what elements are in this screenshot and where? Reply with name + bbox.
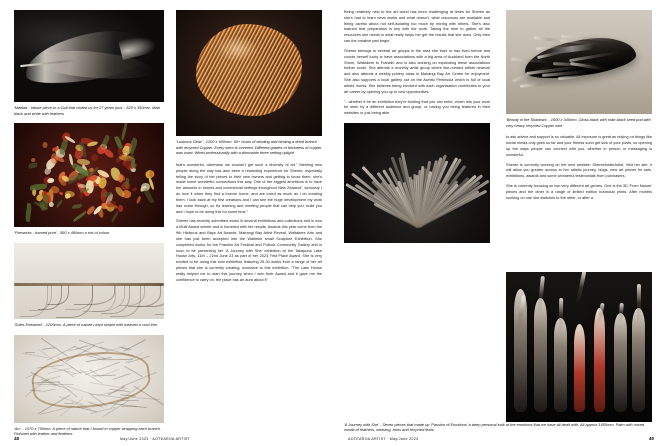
page-number-left: 48 [14,436,20,441]
pressed-petal [30,157,35,162]
right-body-text-bottom [506,135,652,201]
pressed-leaf [111,211,120,223]
sculpture-piece [614,313,627,412]
body-paragraph: Sheree has recently submitted works in several exhibitions and collections and is now a Multi Award winner and is humbled with her results. Awards this year come from the 9th Hibiscus and Bays Art Awards, Mairangi Bay Artist Reveal, Waitakere Arts and she has just been accepted into the Waiheke small Sculpture Exhibition. She completed works for the Franklin Art Festival and Pollock Community Gallery and is soon to be presenting her 'A Journey with She' exhibition at the Takapuna Lake House Arts, 11th – 22nd June 23 as part of her 2023 First Place Award. She is very excited to be doing this solo exhibition featuring 25-30 works from a range of her art pieces that she is currently creating, exclusive to this exhibition. "The Lake House really helped me to start this journey when I won their Award and it gave me the confidence to carry on, the place has an aura about it" [176,219,322,282]
bound-branch-strand [25,352,35,353]
bound-branch-strand [134,386,164,406]
artwork-a-journey-with-she [506,272,652,422]
feather-plume [637,284,641,322]
left-body-text [176,163,322,284]
sculpture-piece [632,308,645,412]
artwork-soles-entwined [14,243,164,319]
pressed-petal [103,147,116,159]
right-body-text-top [344,10,490,117]
body-paragraph: that's wonderful, otherwise we wouldn't get such a diversity of art." Meeting new people along the way has also been a rewarding experience for Sheree, especially telling the story of her pieces to their new owners and getting to know them, she's made some wonderful connections this way. One of her biggest ambitions is to have her artworks in homes and commercial settings throughout New Zealand", seriously I do love it when they find a forever home, and are loved as much as I do creating them. I look back at my first creations and I can see the huge development my work has come through, so it's learning and meeting people that can help you, build you and I hope to be doing this for some time." [176,162,322,214]
running-head-right: AOTEAROA ARTIST · May/June 2023 [348,437,419,441]
body-paragraph: "...whether it be an exhibition they're holding that you can enter, which lets your work be seen by a different audience and group, or having you being featured in their websites or just being able [344,99,490,116]
pressed-leaf [28,162,38,168]
body-paragraph: Sheree is currently working on her new website: ShereefosterArtist. Visit her site, it will allow you greater access to her artistic journey, blogs, new art pieces for sale, exhibitions, awards and some wonderful testimonials from purchasers. [506,162,652,179]
pressed-leaf [55,200,64,209]
pressed-leaf [58,139,69,155]
pressed-petal [46,177,54,184]
body-paragraph: to ask advice and support is so valuable. All exposure is great as relying on things like social media only goes so far and your friends soon get sick of your posts, so opening up the ways people can connect with you, whether in person or messaging is wonderful. [506,135,652,157]
feather-plume [559,298,563,332]
feather-strand [520,81,557,88]
woven-strand [155,285,164,315]
left-page-text-column [176,10,322,288]
artwork-beauty-in-the-shadows [506,10,652,114]
pressed-leaf [30,183,48,190]
artwork-lustrous-glow [176,10,322,136]
sculpture-piece [594,308,605,412]
pressed-petal [132,187,138,192]
pressed-petal [48,201,55,208]
right-page-column-two [506,10,652,206]
caption-fireworks: 'Fireworks - framed print' - 580 x 480mm a riot of colour [14,230,110,236]
body-paragraph: Sheree belongs to several art groups in the area she lives or has lived before and counts herself lucky to have associations with a big area of Auckland from the North Shore, Waitakere to Franklin and is also working on expanding these associations further south. She attends a monthly artist group where like-minded artists network and also attends a weekly pottery class in Mairangi Bay Art Centre for enjoyment. She also supports a local gallery out on the Awhitu Peninsula which is full of local artists' works. She believes being involved with each organisation contributes to your art career by opening you up to new opportunities. [344,48,490,94]
running-head-left: May/June 2023 · AOTEAROA ARTIST [120,437,191,441]
caption-a-journey-with-she: 'A Journey with She' - Seven pieces that made up 'Passion of Emotions' a deep personal look at the emotions that we have all dealt with. All approx 1650mm. Palm with mixed media of feathers, weaving, trims and recycled finds. [344,421,645,433]
artwork-arc [14,335,164,423]
body-paragraph: She is currently focusing on two very different art genres. One is the 3D 'From Nature' pieces and the other is a range of limited edition botanical prints. After months working on one she switches to the other, or after a [506,184,652,200]
pressed-leaf [25,203,33,223]
pressed-petal [42,142,48,149]
bound-branch-strand [39,349,54,361]
pressed-leaf [127,138,138,155]
pressed-petal [87,141,98,148]
right-page-column-one [344,10,490,243]
feather-plume [576,272,587,304]
caption-beauty-in-the-shadows: 'Beauty in the Shadows' - 1600 x 340mm. Gloss black with matt black seed pod with very heavy recycled Copper wire [506,117,651,128]
caption-lustrous-glow: 'Lustrous Glow' - 1200 x 600mm. 60+ hours of winding and binding a dried branch with recycled Copper. Every stem is covered. Different grades of thickness of copper was used. Wired professionally with a dimmable three setting uplight [176,139,322,156]
pressed-petal [90,153,100,163]
sculpture-piece [554,318,567,412]
pressed-petal [118,205,124,212]
body-paragraph: Being relatively new to the art world has been challenging at times for Sheree as she's had to learn what works and what doesn't, what resources are available and being careful about not self-isolating too much by mixing with others. She's also learned that preparation is key with her work. Taking the time to gather all the resources she needs is what really helps her get the results that she does. Only then can the creative part begin. [344,10,490,44]
sculpture-piece [534,298,547,412]
pressed-leaf [100,134,110,148]
pressed-leaf [121,123,129,140]
right-page [334,0,668,446]
pressed-leaf [72,203,82,208]
artwork-matilda [14,10,164,102]
copper-highlight [216,36,258,62]
sculpture-piece [574,324,585,412]
caption-matilda: 'Matilda - tribute piece to a Gull that visited us for 27 years plus' - 820 x 350mm. Matt black and white with feathers [14,105,160,116]
artwork-feather-fan [344,123,490,243]
bound-branch-strand [121,400,139,401]
caption-soles-entwined: 'Soles Entwined' - 1200mm. A piece of nature I kept simple with weaved a cord trim [14,321,158,327]
caption-arc: 'Arc' - 1070 x 750mm. A piece of nature that I bound in copper wrapping each branch. Finished with leather and feathers [14,425,161,437]
left-image-column [14,10,164,444]
artwork-fireworks [14,123,164,227]
pressed-petal [136,195,142,203]
pressed-petal [98,177,109,190]
pressed-leaf [72,211,87,222]
page-number-right: 49 [648,436,654,441]
